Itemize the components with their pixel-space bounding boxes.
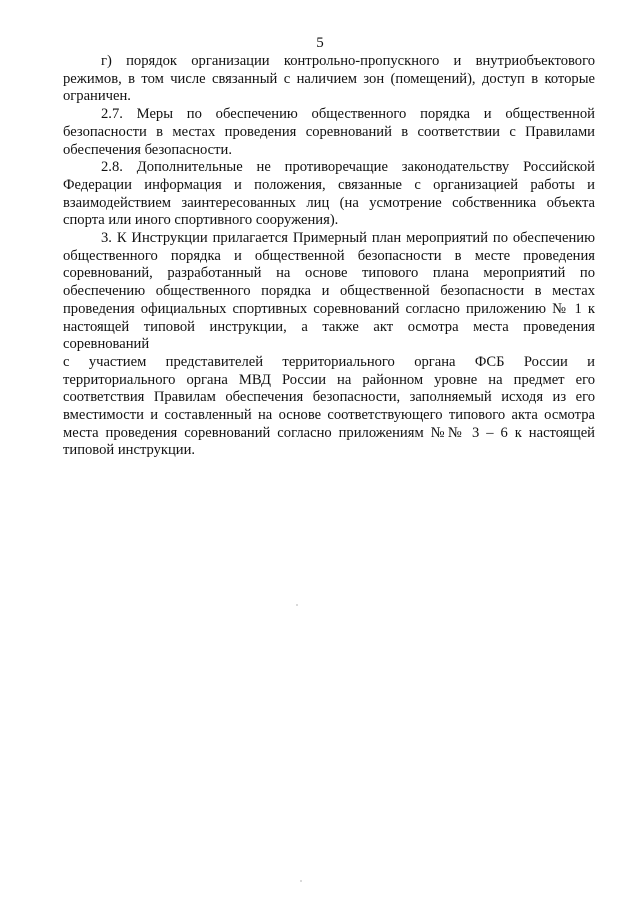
scan-speck [300, 880, 302, 882]
scan-speck [296, 604, 298, 606]
page-number: 5 [316, 35, 324, 51]
paragraph-item-2-8: 2.8. Дополнительные не противоречащие законодательству Российской Федерации информация и положения, связанные с организацией работы и взаимодействием заинтересованных лиц (на усмотрение собственника объекта спорта или иного спортивного сооружения). [63, 159, 595, 229]
paragraph-item-3-continued: с участием представителей территориального органа ФСБ России и территориального органа МВД России на районном уровне на предмет его соответствия Правилам обеспечения безопасности, заполняемый исходя из его вместимости и составленный на основе соответствующего типового акта осмотра места проведения соревнований согласно приложениям №№ 3 – 6 к настоящей типовой инструкции. [63, 353, 595, 459]
paragraph-item-3: 3. К Инструкции прилагается Примерный план мероприятий по обеспечению общественного порядка и общественной безопасности в месте проведения соревнований, разработанный на основе типового плана мероприятий по обеспечению общественного порядка и общественной безопасности в местах проведения официальных спортивных соревнований согласно приложению № 1 к настоящей типовой инструкции, а также акт осмотра места проведения соревнований [63, 230, 595, 353]
paragraph-item-g: г) порядок организации контрольно-пропускного и внутриобъектового режимов, в том числе связанный с наличием зон (помещений), доступ в которые ограничен. [63, 53, 595, 105]
document-body [63, 53, 595, 460]
paragraph-item-2-7: 2.7. Меры по обеспечению общественного порядка и общественной безопасности в местах проведения соревнований в соответствии с Правилами обеспечения безопасности. [63, 106, 595, 158]
